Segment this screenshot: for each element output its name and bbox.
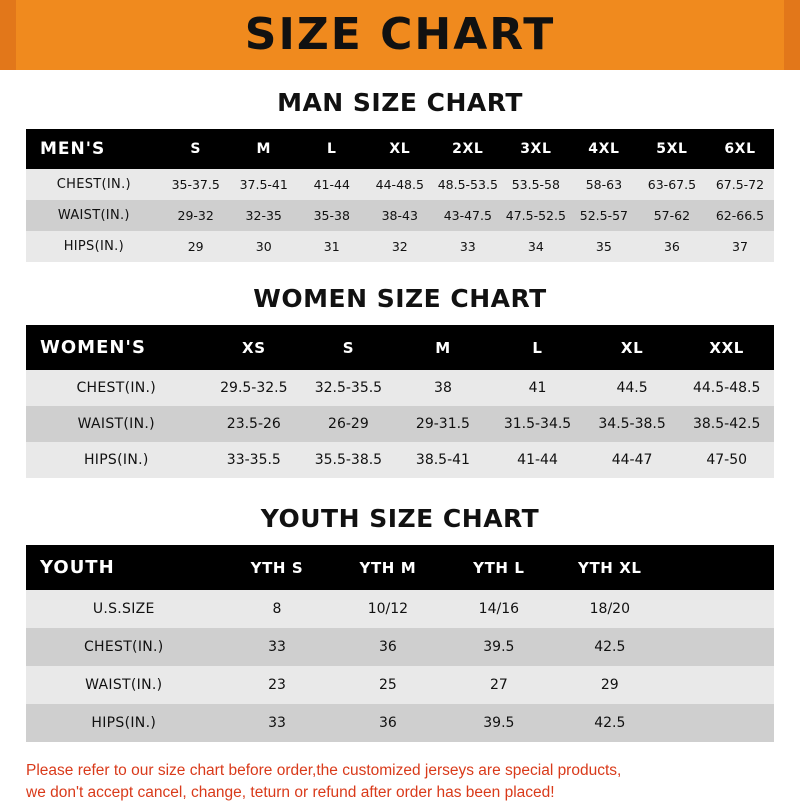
youth-hips-xl: 42.5 — [594, 715, 626, 731]
man-chest-2xl: 48.5-53.5 — [437, 177, 498, 192]
man-section-title: MAN SIZE CHART — [277, 88, 523, 117]
man-row-hips-label: HIPS(IN.) — [63, 239, 124, 254]
table-row — [26, 370, 774, 406]
youth-chest-s: 33 — [268, 639, 286, 655]
table-row — [26, 231, 774, 262]
youth-ussize-m: 10/12 — [367, 601, 409, 617]
man-chest-s: 35-37.5 — [171, 177, 220, 192]
youth-row-chest-label: CHEST(IN.) — [83, 639, 164, 655]
banner-edge-right — [784, 0, 800, 70]
women-chest-xxl: 44.5-48.5 — [692, 380, 761, 396]
youth-header-spacer — [665, 545, 774, 590]
youth-chest-l: 39.5 — [483, 639, 515, 655]
man-header-s: S — [190, 141, 202, 157]
women-chest-xl: 44.5 — [616, 380, 648, 396]
women-header-xxl: XXL — [709, 338, 744, 357]
youth-ussize-s: 8 — [272, 601, 282, 617]
man-header-3xl: 3XL — [520, 141, 552, 157]
table-row — [26, 442, 774, 478]
women-chest-m: 38 — [434, 380, 452, 396]
youth-ussize-l: 14/16 — [478, 601, 520, 617]
women-section-title: WOMEN SIZE CHART — [253, 284, 547, 313]
man-waist-6xl: 62-66.5 — [715, 208, 765, 223]
man-table-header — [26, 129, 774, 169]
man-header-m: M — [256, 141, 271, 157]
order-notice — [26, 760, 774, 805]
man-header-xl: XL — [389, 141, 411, 157]
women-waist-xxl: 38.5-42.5 — [692, 416, 761, 432]
youth-hips-m: 36 — [379, 715, 397, 731]
table-row — [26, 406, 774, 442]
man-chest-m: 37.5-41 — [239, 177, 288, 192]
man-table-body — [26, 169, 774, 262]
women-header-label: WOMEN'S — [40, 337, 146, 358]
man-chest-xl: 44-48.5 — [375, 177, 424, 192]
table-row — [26, 704, 774, 742]
youth-row-waist-label: WAIST(IN.) — [85, 677, 163, 693]
women-hips-m: 38.5-41 — [415, 452, 470, 468]
table-row — [26, 628, 774, 666]
man-hips-6xl: 37 — [732, 239, 748, 254]
youth-header-m: YTH M — [359, 558, 417, 577]
table-row — [26, 200, 774, 231]
man-chest-6xl: 67.5-72 — [715, 177, 765, 192]
man-chest-5xl: 63-67.5 — [647, 177, 697, 192]
youth-header-label: YOUTH — [40, 557, 115, 578]
man-header-4xl: 4XL — [588, 141, 620, 157]
man-size-table — [26, 129, 774, 262]
man-hips-l: 31 — [323, 239, 340, 254]
man-hips-2xl: 33 — [459, 239, 476, 254]
women-header-l: L — [532, 338, 543, 357]
women-header-xs: XS — [242, 338, 266, 357]
page-title: SIZE CHART — [244, 9, 556, 60]
women-row-waist-label: WAIST(IN.) — [77, 416, 155, 432]
women-waist-m: 29-31.5 — [415, 416, 470, 432]
man-row-chest-label: CHEST(IN.) — [56, 177, 131, 192]
man-waist-m: 32-35 — [245, 208, 282, 223]
youth-hips-s: 33 — [268, 715, 286, 731]
women-row-chest-label: CHEST(IN.) — [76, 380, 157, 396]
content — [0, 88, 800, 805]
man-hips-4xl: 35 — [595, 239, 612, 254]
women-row-hips-label: HIPS(IN.) — [83, 452, 149, 468]
man-waist-2xl: 43-47.5 — [443, 208, 492, 223]
youth-row-spacer — [665, 666, 774, 704]
women-table-header — [26, 325, 774, 370]
women-header-m: M — [435, 338, 451, 357]
women-header-xl: XL — [620, 338, 644, 357]
women-hips-l: 41-44 — [517, 452, 558, 468]
women-waist-l: 31.5-34.5 — [503, 416, 572, 432]
youth-waist-s: 23 — [268, 677, 286, 693]
youth-table-body — [26, 590, 774, 742]
youth-header-l: YTH L — [473, 558, 525, 577]
man-waist-4xl: 52.5-57 — [579, 208, 628, 223]
women-size-table — [26, 325, 774, 478]
women-header-s: S — [342, 338, 355, 357]
women-chest-s: 32.5-35.5 — [314, 380, 383, 396]
man-chest-l: 41-44 — [313, 177, 350, 192]
women-hips-s: 35.5-38.5 — [314, 452, 383, 468]
man-hips-5xl: 36 — [663, 239, 680, 254]
women-waist-xs: 23.5-26 — [226, 416, 281, 432]
youth-row-spacer — [665, 704, 774, 742]
youth-waist-m: 25 — [379, 677, 397, 693]
table-row — [26, 590, 774, 628]
women-hips-xxl: 47-50 — [706, 452, 748, 468]
table-row — [26, 169, 774, 200]
youth-waist-l: 27 — [489, 677, 508, 693]
women-hips-xl: 44-47 — [611, 452, 653, 468]
man-header-label: MEN'S — [40, 139, 106, 159]
women-table-body — [26, 370, 774, 478]
man-waist-5xl: 57-62 — [653, 208, 691, 223]
man-chest-4xl: 58-63 — [585, 177, 623, 192]
youth-chest-m: 36 — [379, 639, 397, 655]
man-hips-s: 29 — [187, 239, 204, 254]
youth-waist-xl: 29 — [600, 677, 619, 693]
table-header-row — [26, 325, 774, 370]
youth-chest-xl: 42.5 — [594, 639, 626, 655]
banner-edge-left — [0, 0, 16, 70]
youth-row-ussize-label: U.S.SIZE — [92, 601, 155, 617]
table-header-row — [26, 129, 774, 169]
youth-section-title: YOUTH SIZE CHART — [260, 504, 540, 533]
youth-header-xl: YTH XL — [578, 558, 642, 577]
man-waist-l: 35-38 — [313, 208, 350, 223]
women-chest-l: 41 — [528, 380, 547, 396]
order-notice-line-2: we don't accept cancel, change, teturn or refund after order has been placed! — [26, 784, 555, 802]
women-chest-xs: 29.5-32.5 — [220, 380, 288, 396]
women-waist-s: 26-29 — [328, 416, 369, 432]
youth-row-hips-label: HIPS(IN.) — [91, 715, 157, 731]
man-header-6xl: 6XL — [724, 141, 756, 157]
man-hips-3xl: 34 — [527, 239, 544, 254]
youth-table-header — [26, 545, 774, 590]
youth-row-spacer — [665, 628, 774, 666]
youth-header-s: YTH S — [250, 558, 304, 577]
man-hips-xl: 32 — [391, 239, 408, 254]
women-hips-xs: 33-35.5 — [226, 452, 281, 468]
youth-size-table — [26, 545, 774, 742]
man-chest-3xl: 53.5-58 — [511, 177, 560, 192]
man-header-2xl: 2XL — [452, 141, 484, 157]
man-waist-3xl: 47.5-52.5 — [505, 208, 566, 223]
man-header-l: L — [326, 141, 337, 157]
youth-ussize-xl: 18/20 — [589, 601, 630, 617]
man-waist-xl: 38-43 — [381, 208, 418, 223]
table-row — [26, 666, 774, 704]
man-row-waist-label: WAIST(IN.) — [57, 208, 130, 223]
youth-hips-l: 39.5 — [483, 715, 515, 731]
man-waist-s: 29-32 — [177, 208, 214, 223]
order-notice-line-1: Please refer to our size chart before order,the customized jerseys are special products, — [26, 762, 622, 779]
banner — [0, 0, 800, 70]
man-header-5xl: 5XL — [656, 141, 688, 157]
table-header-row — [26, 545, 774, 590]
youth-row-spacer — [665, 590, 774, 628]
women-waist-xl: 34.5-38.5 — [598, 416, 666, 432]
man-hips-m: 30 — [255, 239, 272, 254]
